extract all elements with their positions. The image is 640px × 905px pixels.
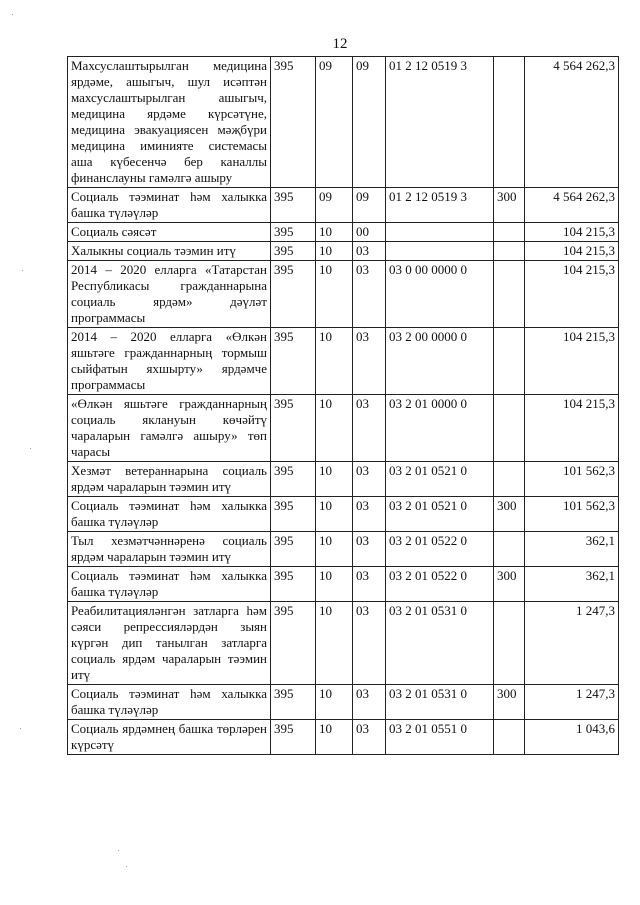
section-code-cell: 10 (316, 532, 353, 567)
target-article-cell: 03 2 01 0531 0 (386, 685, 494, 720)
expense-type-cell (494, 395, 525, 462)
expense-type-cell (494, 261, 525, 328)
target-article-cell: 03 2 01 0531 0 (386, 602, 494, 685)
section-code-cell: 10 (316, 462, 353, 497)
subsection-code-cell: 03 (353, 532, 386, 567)
expense-type-cell (494, 720, 525, 755)
amount-cell: 101 562,3 (525, 462, 619, 497)
subsection-code-cell: 03 (353, 685, 386, 720)
table-row (68, 602, 619, 685)
amount-cell: 104 215,3 (525, 223, 619, 242)
target-article-cell: 03 0 00 0000 0 (386, 261, 494, 328)
expense-type-cell: 300 (494, 567, 525, 602)
section-code-cell: 10 (316, 685, 353, 720)
item-name-cell: 2014 – 2020 елларга «Татарстан Республикасы гражданнарына социаль ярдәм» дәүләт программасы (68, 261, 271, 328)
item-name-cell: Социаль тәэминат һәм халыкка башка түләүләр (68, 188, 271, 223)
scan-speck (12, 14, 13, 15)
table-row (68, 328, 619, 395)
expense-type-cell: 300 (494, 188, 525, 223)
ministry-code-cell: 395 (271, 395, 316, 462)
target-article-cell: 03 2 01 0551 0 (386, 720, 494, 755)
ministry-code-cell: 395 (271, 328, 316, 395)
section-code-cell: 09 (316, 57, 353, 188)
item-name-cell: Социаль ярдәмнең башка төрләрен күрсәтү (68, 720, 271, 755)
expense-type-cell (494, 223, 525, 242)
subsection-code-cell: 03 (353, 462, 386, 497)
item-name-cell: Тыл хезмәтчәннәренә социаль ярдәм чараларын тәэмин итү (68, 532, 271, 567)
amount-cell: 1 247,3 (525, 685, 619, 720)
table-row (68, 242, 619, 261)
subsection-code-cell: 00 (353, 223, 386, 242)
table-row (68, 223, 619, 242)
table-row (68, 395, 619, 462)
amount-cell: 104 215,3 (525, 261, 619, 328)
section-code-cell: 10 (316, 328, 353, 395)
section-code-cell: 10 (316, 261, 353, 328)
table-row (68, 261, 619, 328)
expense-type-cell (494, 532, 525, 567)
subsection-code-cell: 03 (353, 328, 386, 395)
ministry-code-cell: 395 (271, 57, 316, 188)
section-code-cell: 10 (316, 242, 353, 261)
item-name-cell: Реабилитацияләнгән затларга һәм сәяси репрессияләрдән зыян күргән дип танылган затларга социаль ярдәм чараларын тәэмин итү (68, 602, 271, 685)
amount-cell: 1 247,3 (525, 602, 619, 685)
item-name-cell: Халыкны социаль тәэмин итү (68, 242, 271, 261)
table-row (68, 462, 619, 497)
item-name-cell: 2014 – 2020 елларга «Өлкән яшьтәге гражданнарның тормыш сыйфатын яхшырту» ярдәмче программасы (68, 328, 271, 395)
item-name-cell: Хезмәт ветераннарына социаль ярдәм чараларын тәэмин итү (68, 462, 271, 497)
subsection-code-cell: 03 (353, 261, 386, 328)
section-code-cell: 10 (316, 223, 353, 242)
expense-type-cell (494, 602, 525, 685)
item-name-cell: Махсуслаштырылган медицина ярдәме, ашыгыч, шул исәптән махсуслаштырылган ашыгыч, медицина ярдәме күрсәтүне, медицина эвакуациясен мәҗбүри медицина иминияте системасы аша күбесенчә бер каналлы финанслауны гамәлгә ашыру (68, 57, 271, 188)
ministry-code-cell: 395 (271, 532, 316, 567)
scan-speck (30, 448, 31, 449)
scan-speck (126, 866, 127, 867)
table-row (68, 685, 619, 720)
scan-speck (20, 728, 21, 729)
expense-type-cell (494, 328, 525, 395)
table-row (68, 188, 619, 223)
amount-cell: 362,1 (525, 567, 619, 602)
expense-type-cell (494, 462, 525, 497)
ministry-code-cell: 395 (271, 462, 316, 497)
item-name-cell: Социаль тәэминат һәм халыкка башка түләүләр (68, 685, 271, 720)
amount-cell: 104 215,3 (525, 328, 619, 395)
section-code-cell: 10 (316, 497, 353, 532)
section-code-cell: 10 (316, 395, 353, 462)
table-row (68, 497, 619, 532)
amount-cell: 104 215,3 (525, 395, 619, 462)
expense-type-cell (494, 57, 525, 188)
subsection-code-cell: 03 (353, 602, 386, 685)
item-name-cell: Социаль тәэминат һәм халыкка башка түләүләр (68, 497, 271, 532)
ministry-code-cell: 395 (271, 188, 316, 223)
section-code-cell: 10 (316, 567, 353, 602)
amount-cell: 362,1 (525, 532, 619, 567)
amount-cell: 104 215,3 (525, 242, 619, 261)
table-row (68, 720, 619, 755)
target-article-cell: 03 2 01 0522 0 (386, 532, 494, 567)
table-row (68, 57, 619, 188)
amount-cell: 4 564 262,3 (525, 57, 619, 188)
ministry-code-cell: 395 (271, 497, 316, 532)
target-article-cell: 03 2 00 0000 0 (386, 328, 494, 395)
amount-cell: 4 564 262,3 (525, 188, 619, 223)
ministry-code-cell: 395 (271, 602, 316, 685)
target-article-cell: 03 2 01 0521 0 (386, 497, 494, 532)
subsection-code-cell: 03 (353, 497, 386, 532)
subsection-code-cell: 03 (353, 720, 386, 755)
item-name-cell: Социаль тәэминат һәм халыкка башка түләүләр (68, 567, 271, 602)
section-code-cell: 10 (316, 602, 353, 685)
item-name-cell: Социаль сәясәт (68, 223, 271, 242)
expense-type-cell: 300 (494, 685, 525, 720)
subsection-code-cell: 09 (353, 188, 386, 223)
ministry-code-cell: 395 (271, 685, 316, 720)
page-number: 12 (332, 36, 348, 52)
target-article-cell: 03 2 01 0000 0 (386, 395, 494, 462)
budget-table (67, 56, 619, 755)
ministry-code-cell: 395 (271, 261, 316, 328)
target-article-cell (386, 242, 494, 261)
target-article-cell: 01 2 12 0519 3 (386, 57, 494, 188)
target-article-cell: 03 2 01 0522 0 (386, 567, 494, 602)
target-article-cell: 03 2 01 0521 0 (386, 462, 494, 497)
amount-cell: 1 043,6 (525, 720, 619, 755)
section-code-cell: 09 (316, 188, 353, 223)
subsection-code-cell: 03 (353, 395, 386, 462)
item-name-cell: «Өлкән яшьтәге гражданнарның социаль яклануын көчәйтү чараларын гамәлгә ашыру» төп чарасы (68, 395, 271, 462)
target-article-cell: 01 2 12 0519 3 (386, 188, 494, 223)
amount-cell: 101 562,3 (525, 497, 619, 532)
subsection-code-cell: 09 (353, 57, 386, 188)
scan-speck (118, 850, 119, 851)
ministry-code-cell: 395 (271, 242, 316, 261)
budget-table-body (68, 57, 619, 755)
expense-type-cell (494, 242, 525, 261)
subsection-code-cell: 03 (353, 242, 386, 261)
ministry-code-cell: 395 (271, 223, 316, 242)
table-row (68, 567, 619, 602)
ministry-code-cell: 395 (271, 567, 316, 602)
subsection-code-cell: 03 (353, 567, 386, 602)
target-article-cell (386, 223, 494, 242)
table-row (68, 532, 619, 567)
scan-speck (22, 270, 23, 271)
ministry-code-cell: 395 (271, 720, 316, 755)
section-code-cell: 10 (316, 720, 353, 755)
expense-type-cell: 300 (494, 497, 525, 532)
